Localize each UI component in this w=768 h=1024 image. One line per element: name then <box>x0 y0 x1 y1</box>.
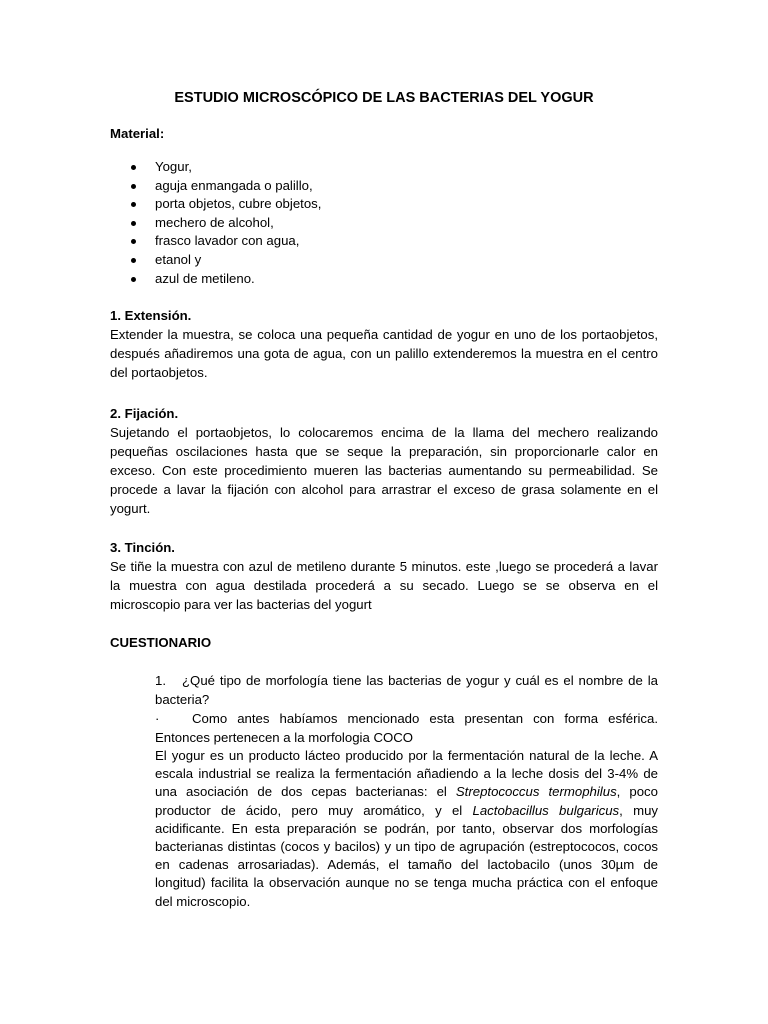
species-name: Streptococcus termophilus <box>455 784 617 800</box>
document-title: ESTUDIO MICROSCÓPICO DE LAS BACTERIAS DEL YOGUR <box>174 90 594 106</box>
material-item: aguja enmangada o palillo, <box>130 177 321 196</box>
material-item: porta objetos, cubre objetos, <box>130 195 321 214</box>
section-heading: 3. Tinción. <box>110 540 175 555</box>
section-staining <box>110 538 658 614</box>
section-body: Se tiñe la muestra con azul de metileno durante 5 minutos. este ,luego se procederá a lavar la muestra con agua destilada procederá a su secado. Luego se se observa en el microscopio para ver las bacterias del yogurt <box>110 559 658 612</box>
material-list <box>130 158 321 288</box>
question-line <box>155 671 658 709</box>
material-item: mechero de alcohol, <box>130 214 321 233</box>
section-heading: 1. Extensión. <box>110 308 192 323</box>
material-heading: Material: <box>110 126 165 141</box>
question-text: ¿Qué tipo de morfología tiene las bacterias de yogur y cuál es el nombre de la bacteria? <box>155 673 658 707</box>
material-item: etanol y <box>130 251 321 270</box>
explanation-text: El yogur es un producto lácteo producido por la fermentación natural de la leche. A escala industrial se realiza la fermentación añadiendo a la leche dosis del 3-4% de una asociación de dos cepas bacterianas: el <box>155 748 658 800</box>
explanation-paragraph <box>155 747 658 911</box>
section-body: Extender la muestra, se coloca una pequeña cantidad de yogur en uno de los portaobjetos, después añadiremos una gota de agua, con un palillo extenderemos la muestra en el centro del portaobjetos. <box>110 327 658 380</box>
species-name: Lactobacillus bulgaricus <box>472 802 620 818</box>
question-number: 1. <box>155 673 166 688</box>
material-item: Yogur, <box>130 158 321 177</box>
answer-line <box>155 709 658 747</box>
answer-marker: · <box>155 711 160 726</box>
section-heading: 2. Fijación. <box>110 406 179 421</box>
section-body: Sujetando el portaobjetos, lo colocaremos encima de la llama del mechero realizando pequeñas oscilaciones hasta que se seque la preparación, sin proporcionarle calor en exceso. Con este procedimiento mueren las bacterias aumentando su permeabilidad. Se procede a lavar la fijación con alcohol para arrastrar el exceso de grasa solamente en el yogurt. <box>110 425 658 516</box>
answer-text: Como antes habíamos mencionado esta presentan con forma esférica. Entonces pertenecen a la morfologia COCO <box>155 711 658 745</box>
material-item: azul de metileno. <box>130 270 321 289</box>
material-item: frasco lavador con agua, <box>130 232 321 251</box>
section-fixation <box>110 404 658 518</box>
cuestionario-heading: CUESTIONARIO <box>110 635 212 650</box>
explanation-text: , poco productor de ácido, pero muy aromático, y el <box>155 784 658 818</box>
question-block <box>155 671 658 911</box>
explanation-text: , muy acidificante. En esta preparación se podrán, por tanto, observar dos morfologías bacterianas distintas (cocos y bacilos) y un tipo de agrupación (estreptococos, cocos en cadenas arrosariadas). Además, el tamaño del lactobacilo (unos 30µm de longitud) facilita la observación aunque no se tenga mucha práctica con el enfoque del microscopio. <box>155 802 659 909</box>
section-extension <box>110 306 658 382</box>
